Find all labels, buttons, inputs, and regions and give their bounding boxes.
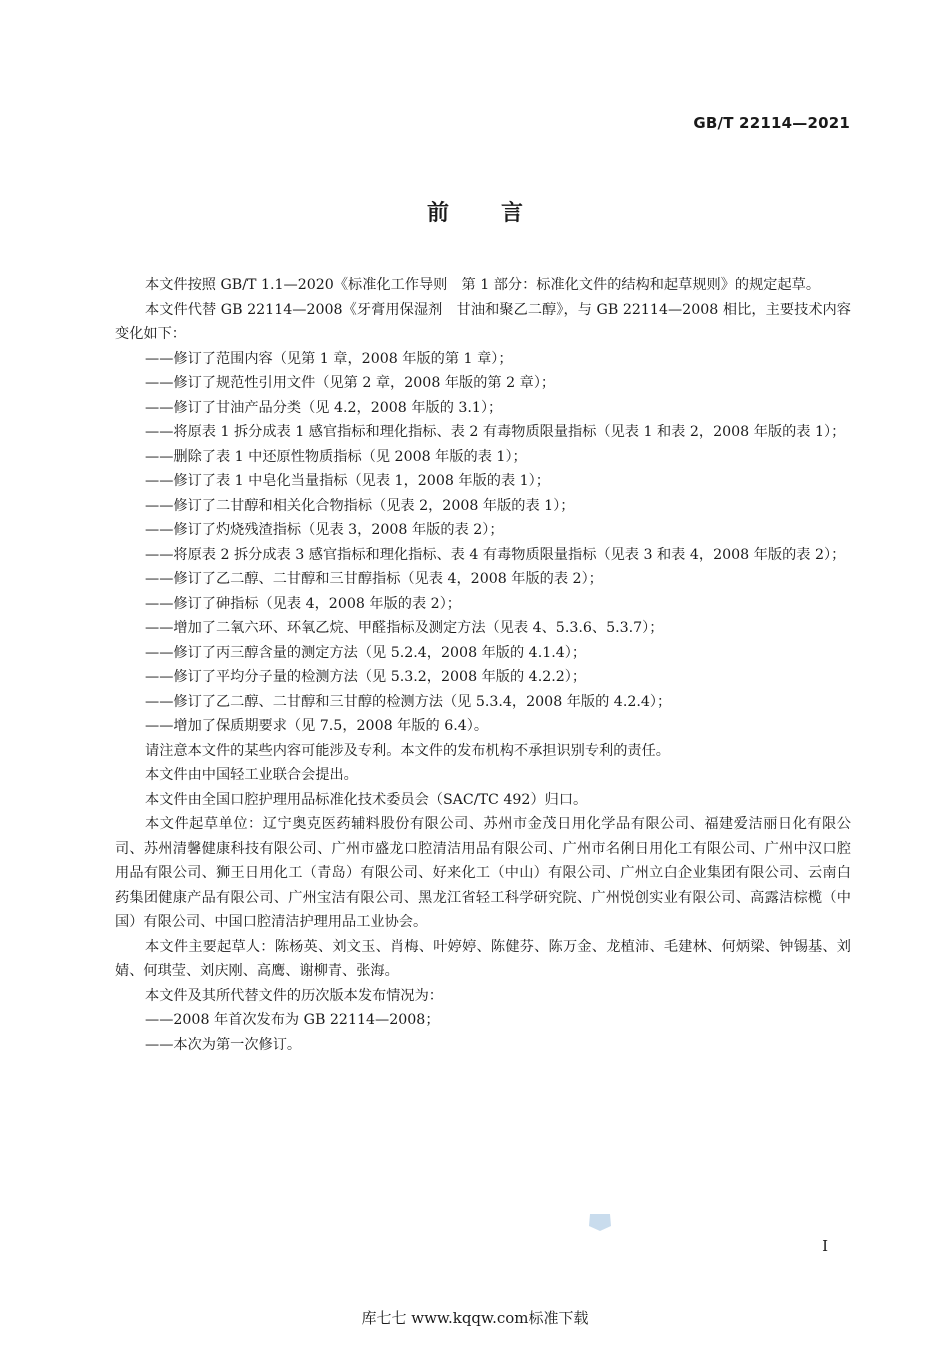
footer-download-text: 库七七 www.kqqw.com标准下载 xyxy=(361,1309,589,1327)
list-item: ——修订了表 1 中皂化当量指标（见表 1，2008 年版的表 1）； xyxy=(145,473,550,489)
list-item: ——将原表 1 拆分成表 1 感官指标和理化指标、表 2 有毒物质限量指标（见表 1 和表 2，2008 年版的表 1）； xyxy=(145,424,846,440)
list-item: ——修订了乙二醇、二甘醇和三甘醇的检测方法（见 5.3.4，2008 年版的 4.2.4）； xyxy=(145,693,672,710)
list-item: ——将原表 2 拆分成表 3 感官指标和理化指标、表 4 有毒物质限量指标（见表 3 和表 4，2008 年版的表 2）； xyxy=(145,546,846,563)
paragraph: 本文件主要起草人：陈杨英、刘文玉、肖梅、叶婷婷、陈健芬、陈万金、龙植沛、毛建林、何炳梁、钟锡基、刘婧、何琪莹、刘庆刚、高鹰、谢柳青、张海。 xyxy=(115,938,851,979)
list-item: ——增加了二氧六环、环氧乙烷、甲醛指标及测定方法（见表 4、5.3.6、5.3.7）； xyxy=(145,620,664,636)
list-item: ——修订了平均分子量的检测方法（见 5.3.2，2008 年版的 4.2.2）； xyxy=(145,669,587,685)
paragraph: 本文件由全国口腔护理用品标准化技术委员会（SAC/TC 492）归口。 xyxy=(145,791,588,808)
list-item: ——修订了乙二醇、二甘醇和三甘醇指标（见表 4，2008 年版的表 2）； xyxy=(145,571,603,587)
list-item: ——修订了甘油产品分类（见 4.2，2008 年版的 3.1）； xyxy=(145,399,503,416)
document-body xyxy=(115,273,851,1057)
standard-code: GB/T 22114—2021 xyxy=(693,114,850,132)
paragraph: 本文件起草单位：辽宁奥克医药辅料股份有限公司、苏州市金茂日用化学品有限公司、福建爱洁丽日化有限公司、苏州清馨健康科技有限公司、广州市盛龙口腔清洁用品有限公司、广州市名俐日用化工有限公司、广州中汉口腔用品有限公司、狮王日用化工（青岛）有限公司、好来化工（中山）有限公司、广州立白企业集团有限公司、云南白药集团健康产品有限公司、广州宝洁有限公司、黑龙江省轻工科学研究院、广州悦创实业有限公司、高露洁棕榄（中国）有限公司、中国口腔清洁护理用品工业协会。 xyxy=(115,816,851,930)
page-title: 前言 xyxy=(426,201,575,226)
list-item: ——修订了规范性引用文件（见第 2 章，2008 年版的第 2 章）； xyxy=(145,375,556,391)
paragraph: 本文件及其所代替文件的历次版本发布情况为： xyxy=(145,987,443,1004)
list-item: ——修订了丙三醇含量的测定方法（见 5.2.4，2008 年版的 4.1.4）； xyxy=(145,644,587,661)
list-item: ——修订了二甘醇和相关化合物指标（见表 2，2008 年版的表 1）； xyxy=(145,497,575,514)
paragraph: 本文件由中国轻工业联合会提出。 xyxy=(145,767,358,783)
sac-watermark-logo xyxy=(587,1212,613,1232)
list-item: ——2008 年首次发布为 GB 22114—2008； xyxy=(145,1012,440,1028)
list-item: ——修订了范围内容（见第 1 章，2008 年版的第 1 章）； xyxy=(145,350,513,367)
paragraph: 本文件代替 GB 22114—2008《牙膏用保湿剂 甘油和聚乙二醇》，与 GB 22114—2008 相比，主要技术内容变化如下： xyxy=(115,301,851,342)
list-item: ——删除了表 1 中还原性物质指标（见 2008 年版的表 1）； xyxy=(145,448,527,465)
list-item: ——增加了保质期要求（见 7.5，2008 年版的 6.4）。 xyxy=(145,718,489,734)
paragraph: 本文件按照 GB/T 1.1—2020《标准化工作导则 第 1 部分：标准化文件的结构和起草规则》的规定起草。 xyxy=(145,277,821,293)
list-item: ——本次为第一次修订。 xyxy=(145,1036,302,1053)
list-item: ——修订了砷指标（见表 4，2008 年版的表 2）； xyxy=(145,595,461,612)
list-item: ——修订了灼烧残渣指标（见表 3，2008 年版的表 2）； xyxy=(145,522,504,538)
paragraph: 请注意本文件的某些内容可能涉及专利。本文件的发布机构不承担识别专利的责任。 xyxy=(145,742,670,759)
page-number: I xyxy=(822,1237,828,1255)
